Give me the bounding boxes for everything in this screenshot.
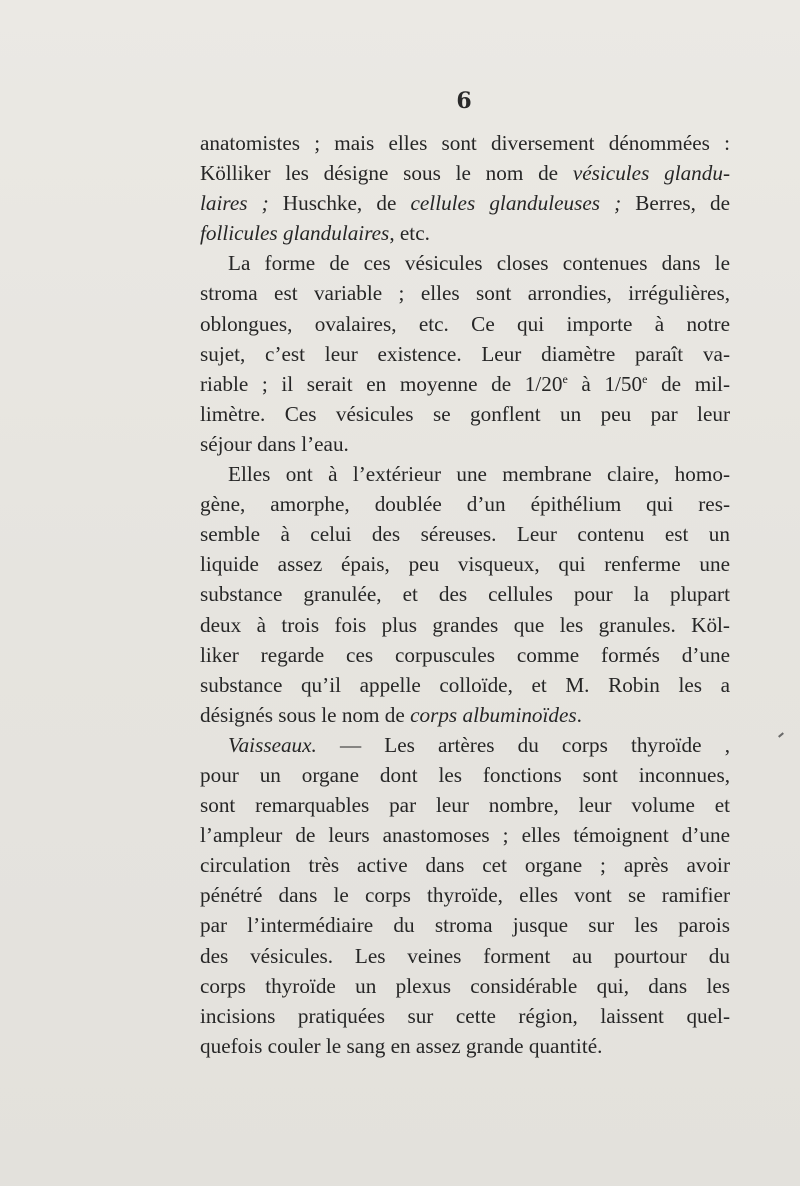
text-line: pénétré dans le corps thyroïde, elles vont se ramifier xyxy=(200,883,730,908)
body-text xyxy=(200,128,730,1061)
text-line: stroma est variable ; elles sont arrondies, irrégulières, xyxy=(200,281,730,306)
text-line xyxy=(200,188,730,218)
text-fragment: désignés sous le nom de xyxy=(200,702,411,727)
text-fragment: riable ; il serait en moyenne de 1/20 xyxy=(200,371,563,396)
text-fragment: Huschke, de xyxy=(282,191,411,216)
text-line xyxy=(200,700,730,730)
text-line xyxy=(200,158,730,188)
text-line: par l’intermédiaire du stroma jusque sur les parois xyxy=(200,913,730,938)
text-fragment: de mil- xyxy=(647,371,731,396)
text-line xyxy=(200,218,730,248)
superscript: e xyxy=(642,371,648,386)
text-line: des vésicules. Les veines forment au pourtour du xyxy=(200,943,730,968)
text-fragment: — Les artères du corps thyroïde , xyxy=(316,732,730,757)
text-line: incisions pratiquées sur cette région, laissent quel- xyxy=(200,1003,730,1028)
italic-term: corps albuminoïdes xyxy=(410,702,577,727)
text-line: oblongues, ovalaires, etc. Ce qui importe à notre xyxy=(200,311,730,336)
text-line: gène, amorphe, doublée d’un épithélium qui res- xyxy=(200,492,730,517)
text-fragment: . xyxy=(576,702,582,727)
italic-term: follicules glandulaires xyxy=(200,221,390,246)
italic-term: laires ; xyxy=(200,191,283,216)
text-line: anatomistes ; mais elles sont diversement dénommées : xyxy=(200,131,730,155)
text-fragment: , etc. xyxy=(389,221,430,246)
text-line: liker regarde ces corpuscules comme formés d’une xyxy=(200,642,730,667)
text-line: substance granulée, et des cellules pour la plupart xyxy=(200,582,730,607)
text-line: sont remarquables par leur nombre, leur volume et xyxy=(200,793,730,818)
text-line: séjour dans l’eau. xyxy=(200,431,349,456)
text-fragment: Berres, de xyxy=(621,191,731,216)
text-line: Elles ont à l’extérieur une membrane claire, homo- xyxy=(228,462,730,487)
text-line: l’ampleur de leurs anastomoses ; elles témoignent d’une xyxy=(200,823,730,848)
page-number: 6 xyxy=(456,88,472,114)
text-line: corps thyroïde un plexus considérable qui, dans les xyxy=(200,973,730,998)
italic-term: vésicules glandu- xyxy=(572,161,731,186)
text-line: La forme de ces vésicules closes contenues dans le xyxy=(228,251,730,276)
margin-mark xyxy=(778,732,784,737)
italic-term: cellules glanduleuses ; xyxy=(410,191,622,216)
text-line: circulation très active dans cet organe ; après avoir xyxy=(200,853,730,878)
text-line xyxy=(200,369,730,399)
section-heading: Vaisseaux. xyxy=(228,732,317,757)
text-line: semble à celui des séreuses. Leur contenu est un xyxy=(200,522,730,547)
text-line: substance qu’il appelle colloïde, et M. Robin les a xyxy=(200,672,730,697)
text-line xyxy=(200,730,730,760)
text-line: deux à trois fois plus grandes que les granules. Köl- xyxy=(200,612,730,637)
superscript: e xyxy=(562,371,568,386)
text-line: liquide assez épais, peu visqueux, qui renferme une xyxy=(200,552,730,577)
text-line: sujet, c’est leur existence. Leur diamètre paraît va- xyxy=(200,341,730,366)
text-fragment: à 1/50 xyxy=(567,371,643,396)
text-line: quefois couler le sang en assez grande quantité. xyxy=(200,1033,603,1058)
text-line: pour un organe dont les fonctions sont inconnues, xyxy=(200,762,730,787)
text-line: limètre. Ces vésicules se gonflent un peu par leur xyxy=(200,401,730,426)
text-fragment: Kölliker les désigne sous le nom de xyxy=(200,161,573,186)
